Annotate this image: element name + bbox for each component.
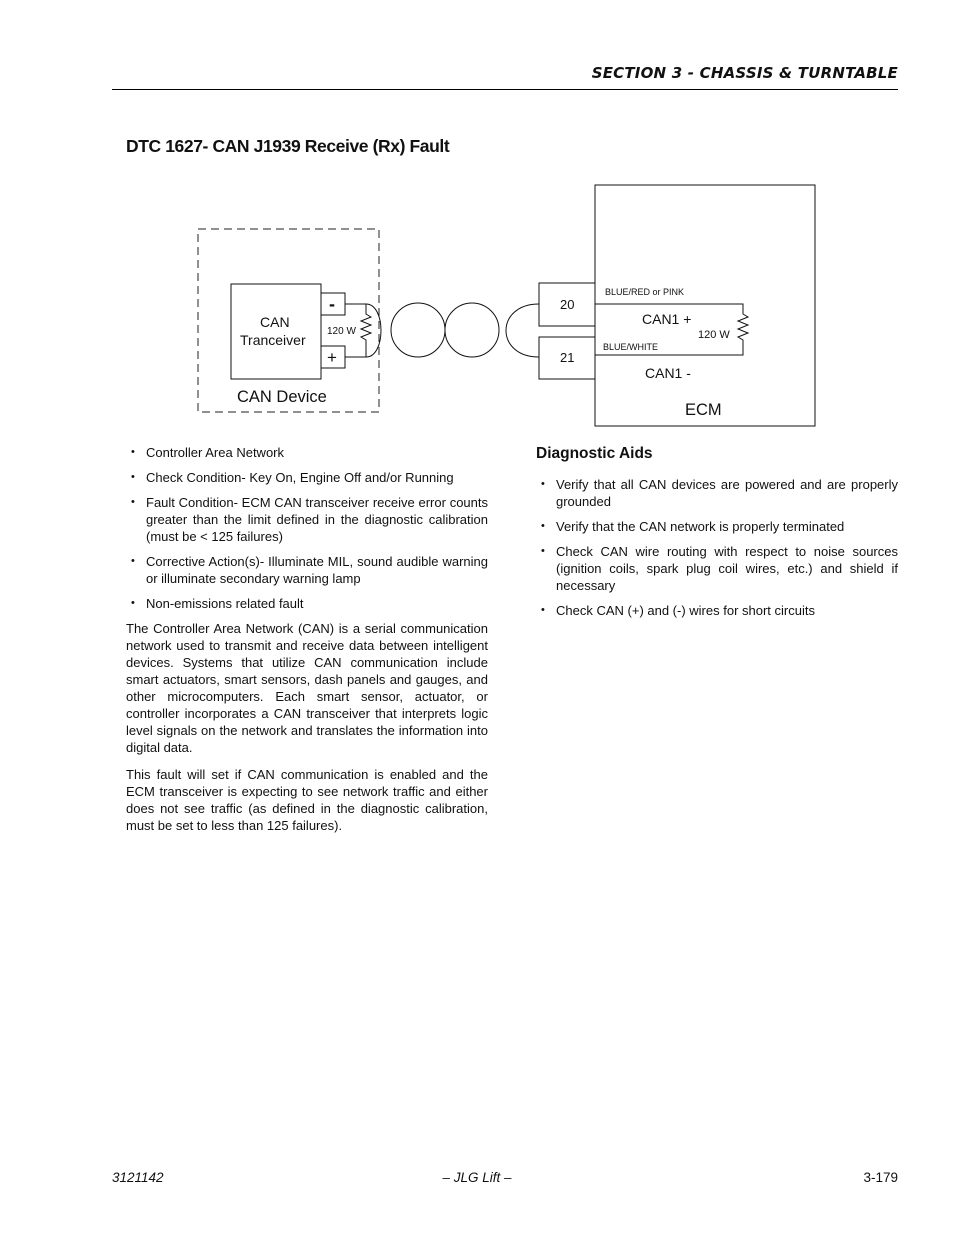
- list-item: • Non-emissions related fault: [126, 595, 488, 612]
- wire-top-label: BLUE/RED or PINK: [605, 287, 685, 297]
- left-column: [126, 444, 488, 844]
- can1-minus-label: CAN1 -: [645, 365, 691, 381]
- ecm-label: ECM: [685, 401, 722, 419]
- plus-sign: +: [327, 348, 337, 367]
- twisted-pair-loop-1: [391, 303, 445, 357]
- wire-bottom-label: BLUE/WHITE: [603, 342, 659, 352]
- diagnostic-aids-heading: Diagnostic Aids: [536, 445, 653, 462]
- list-item: • Check CAN wire routing with respect to noise sources (ignition coils, spark plug coil wires, etc.) and shield if necessary: [536, 543, 898, 594]
- can-device-label: CAN Device: [237, 388, 327, 406]
- condition-list: [126, 444, 488, 612]
- list-item: • Corrective Action(s)- Illuminate MIL, sound audible warning or illuminate secondary warning lamp: [126, 553, 488, 587]
- resistor-right-label: 120 W: [698, 329, 730, 341]
- twisted-pair-loop-2: [445, 303, 499, 357]
- list-item: • Verify that the CAN network is properly terminated: [536, 518, 898, 535]
- list-item: • Fault Condition- ECM CAN transceiver receive error counts greater than the limit defined in the diagnostic calibration (must be < 125 failures): [126, 494, 488, 545]
- doc-number: 3121142: [112, 1170, 164, 1185]
- section-header: SECTION 3 - CHASSIS & TURNTABLE: [591, 64, 898, 82]
- fault-description-paragraph: This fault will set if CAN communication is enabled and the ECM transceiver is expecting to see network traffic and either does not see traffic (as defined in the diagnostic calibration, must be set to less than 125 failures).: [126, 767, 488, 833]
- list-item: • Controller Area Network: [126, 444, 488, 461]
- pin-20-label: 20: [560, 297, 575, 312]
- right-column: [536, 444, 898, 627]
- twisted-pair-right-end: [506, 304, 539, 357]
- list-item: • Check Condition- Key On, Engine Off and/or Running: [126, 469, 488, 486]
- diagnostic-aids-list: [536, 476, 898, 619]
- ecm-box: [595, 185, 815, 426]
- can1-plus-label: CAN1 +: [642, 311, 692, 327]
- list-item: • Check CAN (+) and (-) wires for short circuits: [536, 602, 898, 619]
- header-rule: [112, 89, 898, 90]
- page-number: 3-179: [863, 1170, 898, 1185]
- pin-21-label: 21: [560, 350, 575, 365]
- can-description-paragraph: The Controller Area Network (CAN) is a serial communication network used to transmit and receive data between intelligent devices. Systems that utilize CAN communication include smart actuators, smart sensors, dash panels and gauges, and other microcomputers. Each smart sensor, actuator, or controller incorporates a CAN transceiver that interprets logic level signals on the network and translates the information into digital data.: [126, 621, 488, 755]
- minus-sign: -: [329, 294, 335, 314]
- footer-brand: – JLG Lift –: [442, 1170, 512, 1185]
- wiring-diagram: [190, 180, 830, 430]
- page-title: DTC 1627- CAN J1939 Receive (Rx) Fault: [126, 136, 450, 156]
- tranceiver-label-1: CAN: [260, 314, 290, 330]
- list-item: • Verify that all CAN devices are powered and are properly grounded: [536, 476, 898, 510]
- resistor-left-label: 120 W: [327, 326, 356, 337]
- tranceiver-label-2: Tranceiver: [240, 332, 306, 348]
